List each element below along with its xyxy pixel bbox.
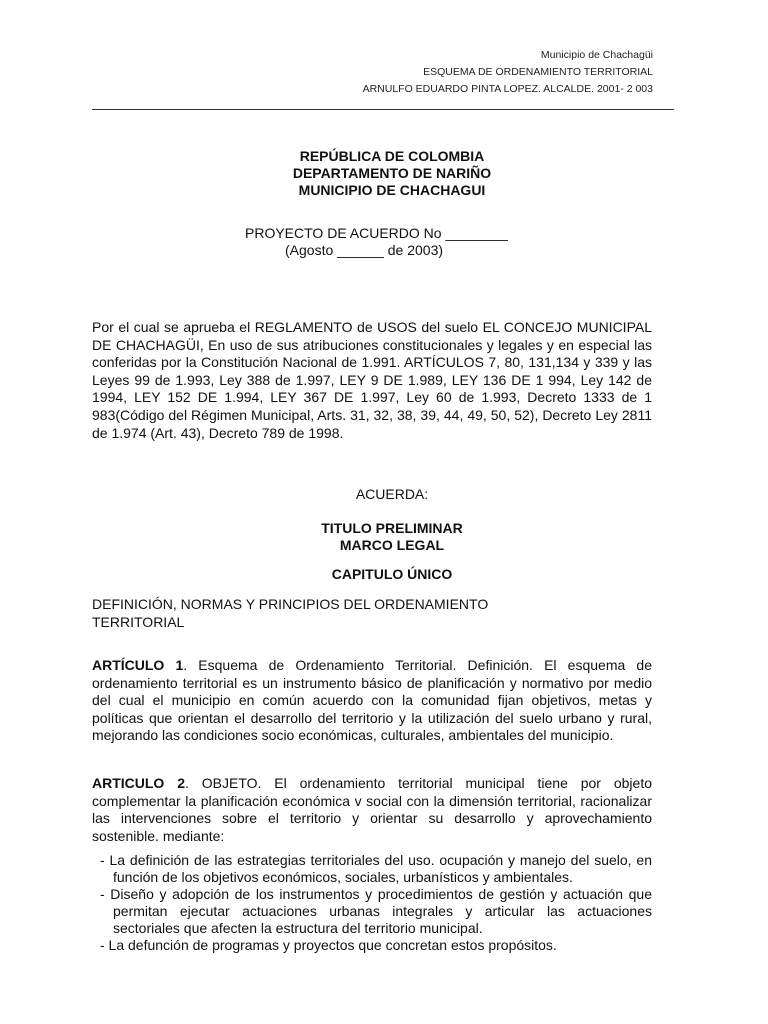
proyecto-acuerdo: PROYECTO DE ACUERDO No ________ <box>245 225 508 241</box>
definicion-heading <box>92 596 652 631</box>
page-header <box>363 47 653 98</box>
titulo-line: TITULO PRELIMINAR <box>321 520 463 536</box>
definicion-line2: TERRITORIAL <box>92 613 185 630</box>
titulo-preliminar <box>92 520 692 554</box>
title-departamento: DEPARTAMENTO DE NARIÑO <box>292 165 492 181</box>
list-item: - Diseño y adopción de los instrumentos y procedimientos de gestión y actuación que permitan ejecutar actuaciones urbanas integrales y articular las actuaciones sectoriales que afecten la estructura del territorio municipal. <box>100 886 652 936</box>
articulo-1-label: ARTÍCULO 1 <box>92 657 184 673</box>
title-municipio: MUNICIPIO DE CHACHAGUI <box>298 182 486 198</box>
document-title <box>92 148 692 199</box>
header-divider <box>92 109 674 110</box>
header-municipio: Municipio de Chachagüi <box>540 49 653 61</box>
articulo-2 <box>92 775 652 845</box>
articulo-2-text: . OBJETO. El ordenamiento territorial municipal tiene por objeto complementar la planificación económica v social con la dimensión territorial, racionalizar las intervenciones sobre el territorio y orientar su desarrollo y aprovechamiento sostenible. mediante: <box>92 775 653 844</box>
list-item: - La definición de las estrategias territoriales del uso. ocupación y manejo del suelo, en función de los objetivos económicos, sociales, urbanísticos y ambientales. <box>100 852 652 885</box>
capitulo-heading: CAPITULO ÚNICO <box>331 566 453 582</box>
objetivos-list <box>100 852 652 954</box>
acuerda-heading: ACUERDA: <box>355 486 429 502</box>
list-item: - La defunción de programas y proyectos que concretan estos propósitos. <box>100 937 557 953</box>
title-republica: REPÚBLICA DE COLOMBIA <box>299 148 485 164</box>
articulo-1 <box>92 657 652 745</box>
header-esquema: ESQUEMA DE ORDENAMIENTO TERRITORIAL <box>423 66 653 78</box>
marco-legal-line: MARCO LEGAL <box>339 537 445 553</box>
definicion-line1: DEFINICIÓN, NORMAS Y PRINCIPIOS DEL ORDENAMIENTO <box>92 596 489 612</box>
fecha-acuerdo: (Agosto ______ de 2003) <box>285 242 444 258</box>
intro-paragraph: Por el cual se aprueba el REGLAMENTO de USOS del suelo EL CONCEJO MUNICIPAL DE CHACHAGÜI, En uso de sus atribuciones constitucionales y legales y en especial las conferidas por la Constitución Nacional de 1.991. ARTÍCULOS 7, 80, 131,134 y 339 y las Leyes 99 de 1.993, Ley 388 de 1.997, LEY 9 DE 1.989, LEY 136 DE 1 994, Ley 142 de 1994, LEY 152 DE 1.994, LEY 367 DE 1.997, Ley 60 de 1.993, Decreto 1333 de 1 983(Código del Régimen Municipal, Arts. 31, 32, 38, 39, 44, 49, 50, 52), Decreto Ley 2811 de 1.974 (Art. 43), Decreto 789 de 1998. <box>92 319 652 441</box>
header-alcalde: ARNULFO EDUARDO PINTA LOPEZ. ALCALDE. 2001- 2 003 <box>362 83 653 95</box>
articulo-2-label: ARTICULO 2 <box>92 775 185 791</box>
articulo-1-text: . Esquema de Ordenamiento Territorial. Definición. El esquema de ordenamiento territorial es un instrumento básico de planificación y normativo por medio del cual el municipio en común acuerdo con la comunidad fijan objetivos, metas y políticas que orientan el desarrollo del territorio y la utilización del suelo urbano y rural, mejorando las condiciones socio económicas, culturales, ambientales del municipio. <box>92 657 652 744</box>
